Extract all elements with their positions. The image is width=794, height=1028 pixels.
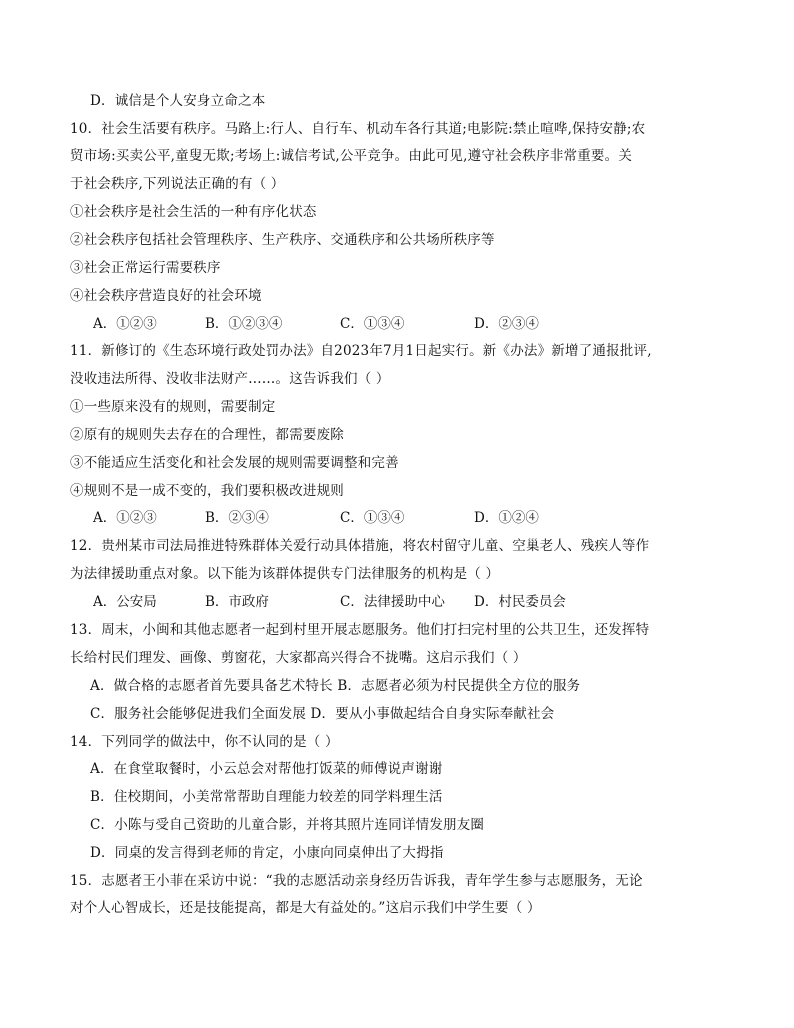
- q11-option-d: D．①②④: [474, 510, 539, 526]
- q11-option-c: C．①③④: [340, 510, 405, 526]
- q10-statement-4: ④社会秩序营造良好的社会环境: [70, 288, 262, 304]
- q10-option-c: C．①③④: [340, 316, 405, 332]
- q11-statement-4: ④规则不是一成不变的，我们要积极改进规则: [70, 483, 344, 499]
- q12-option-c: C．法律援助中心: [340, 594, 445, 610]
- q10-stem-line2: 贸市场:买卖公平,童叟无欺;考场上:诚信考试,公平竞争。由此可见,遵守社会秩序非常重要。关: [70, 148, 633, 164]
- q10-statement-3: ③社会正常运行需要秩序: [70, 260, 221, 276]
- q12-stem-line2: 为法律援助重点对象。以下能为该群体提供专门法律服务的机构是（ ）: [70, 566, 500, 582]
- q10-statement-1: ①社会秩序是社会生活的一种有序化状态: [70, 204, 317, 220]
- q13-options-row1: A．做合格的志愿者首先要具备艺术特长 B．志愿者必须为村民提供全方位的服务: [90, 678, 581, 694]
- q11-option-a: A．①②③: [93, 510, 157, 526]
- q11-stem-line1: 11．新修订的《生态环境行政处罚办法》自2023年7月1日起实行。新《办法》新增了通报批评,: [70, 343, 652, 359]
- q14-stem: 14．下列同学的做法中，你不认同的是（ ）: [70, 734, 339, 750]
- q10-option-b: B．①②③④: [205, 316, 283, 332]
- q11-option-b: B．②③④: [205, 510, 269, 526]
- q12-option-b: B．市政府: [205, 594, 269, 610]
- q14-option-a: A．在食堂取餐时，小云总会对帮他打饭菜的师傅说声谢谢: [90, 761, 443, 777]
- q13-stem-line2: 长给村民们理发、画像、剪窗花，大家都高兴得合不拢嘴。这启示我们（ ）: [70, 650, 527, 666]
- q9-option-d: D．诚信是个人安身立命之本: [90, 93, 266, 109]
- q10-stem-line3: 于社会秩序,下列说法正确的有（ ）: [70, 176, 285, 192]
- q10-option-d: D．②③④: [474, 316, 539, 332]
- q14-option-d: D．同桌的发言得到老师的肯定，小康向同桌伸出了大拇指: [90, 845, 444, 861]
- q12-option-a: A．公安局: [93, 594, 157, 610]
- q15-stem-line1: 15．志愿者王小菲在采访中说：“我的志愿活动亲身经历告诉我，青年学生参与志愿服务，无论: [70, 873, 643, 889]
- q10-stem-line1: 10．社会生活要有秩序。马路上:行人、自行车、机动车各行其道;电影院:禁止喧哗,保持安静;农: [70, 121, 646, 137]
- q14-option-b: B．住校期间，小美常常帮助自理能力较差的同学料理生活: [90, 789, 443, 805]
- q13-stem-line1: 13．周末，小闽和其他志愿者一起到村里开展志愿服务。他们打扫完村里的公共卫生，还发挥特: [70, 622, 650, 638]
- q11-statement-3: ③不能适应生活变化和社会发展的规则需要调整和完善: [70, 455, 399, 471]
- q12-option-d: D．村民委员会: [474, 594, 566, 610]
- q15-stem-line2: 对个人心智成长，还是技能提高，都是大有益处的。”这启示我们中学生要（ ）: [70, 900, 541, 916]
- q14-option-c: C．小陈与受自己资助的儿童合影，并将其照片连同详情发朋友圈: [90, 817, 485, 833]
- q11-statement-1: ①一些原来没有的规则，需要制定: [70, 399, 276, 415]
- q10-option-a: A．①②③: [93, 316, 157, 332]
- q12-stem-line1: 12．贵州某市司法局推进特殊群体关爱行动具体措施，将农村留守儿童、空巢老人、残疾人等作: [70, 538, 650, 554]
- q11-stem-line2: 没收违法所得、没收非法财产……。这告诉我们（ ）: [70, 371, 390, 387]
- q13-options-row2: C．服务社会能够促进我们全面发展 D．要从小事做起结合自身实际奉献社会: [90, 706, 555, 722]
- q11-statement-2: ②原有的规则失去存在的合理性，都需要废除: [70, 427, 344, 443]
- q10-statement-2: ②社会秩序包括社会管理秩序、生产秩序、交通秩序和公共场所秩序等: [70, 232, 495, 248]
